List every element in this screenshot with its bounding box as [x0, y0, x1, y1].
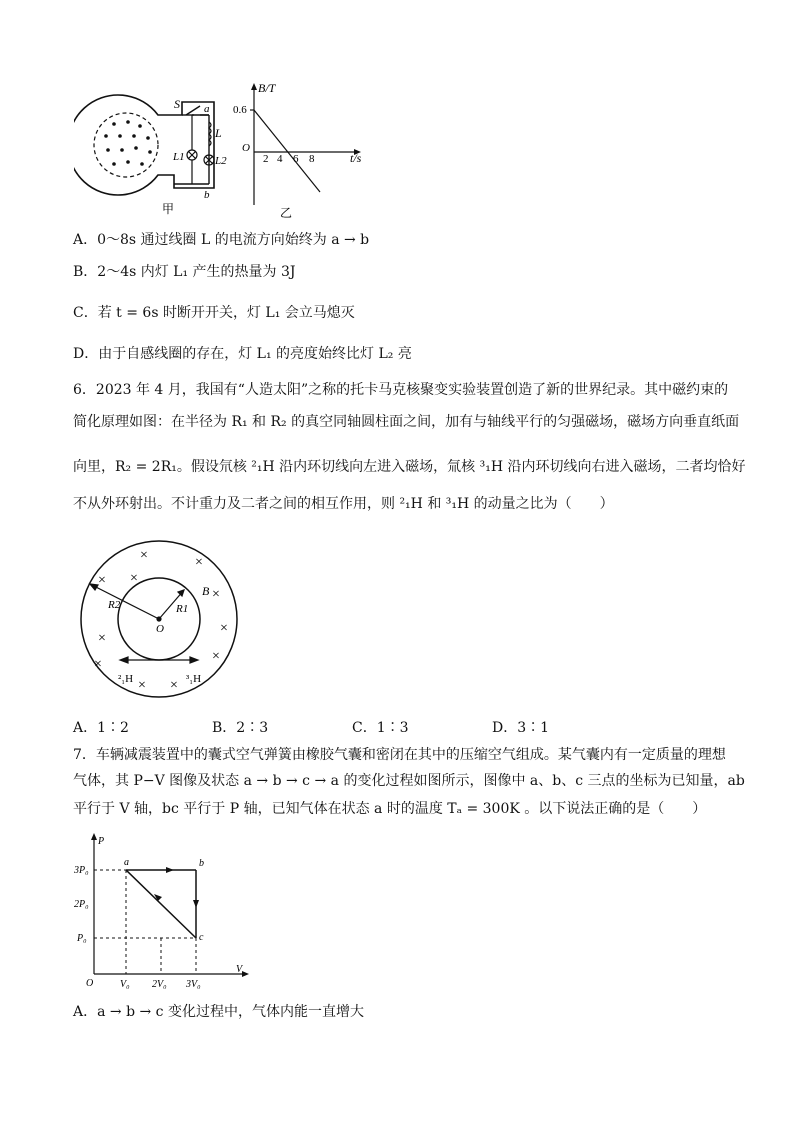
p-tick-p0: P₀ [77, 933, 87, 944]
x-tick-6: 6 [293, 153, 299, 165]
center-o-label: O [156, 623, 164, 635]
deuteron-label: ²₁H [118, 673, 134, 685]
q6-stem-line1: 6．2023 年 4 月，我国有“人造太阳”之称的托卡马克核聚变实验装置创造了新的世界纪录。其中磁约束的 [73, 382, 729, 398]
svg-text:×: × [130, 571, 138, 586]
b-field-line [254, 110, 320, 192]
axis-x-label: t/s [350, 151, 362, 165]
node-b-label: b [204, 189, 210, 201]
svg-text:×: × [94, 657, 102, 672]
q6-option-c: C．1∶3 [352, 720, 409, 736]
lamp2-label: L2 [215, 155, 227, 167]
inductor-label: L [215, 126, 222, 140]
v-tick-3v0: 3V₀ [186, 979, 201, 990]
v-axis-label: V [236, 964, 243, 975]
point-a-label: a [124, 857, 129, 868]
svg-text:×: × [212, 649, 220, 664]
q6-stem-line4: 不从外环射出。不计重力及二者之间的相互作用，则 ²₁H 和 ³₁H 的动量之比为（ ） [73, 496, 614, 512]
q6-stem-line2: 简化原理如图：在半径为 R₁ 和 R₂ 的真空同轴圆柱面之间，加有与轴线平行的匀强磁场，磁场方向垂直纸面 [73, 414, 740, 430]
origin-o: O [86, 978, 94, 989]
q7-option-a: A．a → b → c 变化过程中，气体内能一直增大 [73, 1004, 364, 1020]
svg-text:×: × [212, 587, 220, 602]
p-axis-label: P [98, 836, 105, 847]
point-b-label: b [199, 858, 204, 869]
q6-option-d: D．3∶1 [492, 720, 550, 736]
q6-stem-line3: 向里，R₂ = 2R₁。假设氘核 ²₁H 沿内环切线向左进入磁场，氚核 ³₁H 沿内环切线向右进入磁场，二者均恰好 [73, 459, 746, 475]
x-tick-4: 4 [277, 153, 283, 165]
q7-stem-line1: 7．车辆减震装置中的囊式空气弹簧由橡胶气囊和密闭在其中的压缩空气组成。某气囊内有一定质量的理想 [73, 747, 726, 763]
figure-jia-label: 甲 [162, 202, 175, 216]
q7-stem-line3: 平行于 V 轴，bc 平行于 P 轴，已知气体在状态 a 时的温度 Tₐ = 300K 。以下说法正确的是（ ） [73, 801, 707, 817]
origin-label: O [242, 142, 250, 154]
svg-text:×: × [98, 573, 106, 588]
point-c-label: c [199, 932, 204, 943]
q5-option-d: D．由于自感线圈的存在，灯 L₁ 的亮度始终比灯 L₂ 亮 [73, 346, 412, 362]
x-tick-2: 2 [263, 153, 269, 165]
node-a-label: a [204, 103, 210, 115]
r1-label: R1 [176, 603, 189, 615]
lamp1-label: L1 [173, 151, 185, 163]
v-tick-2v0: 2V₀ [152, 979, 167, 990]
svg-text:×: × [170, 678, 178, 693]
svg-text:×: × [98, 631, 106, 646]
q6-option-a: A．1∶2 [73, 720, 129, 736]
q5-option-b: B．2～4s 内灯 L₁ 产生的热量为 3J [73, 264, 296, 280]
bt-graph [250, 83, 361, 205]
field-b-label: B [202, 584, 210, 598]
q7-stem-line2: 气体，其 P−V 图像及状态 a → b → c → a 的变化过程如图所示，图像中 a、b、c 三点的坐标为已知量，ab [73, 773, 745, 789]
p-tick-2p0: 2P₀ [74, 899, 89, 910]
r2-label: R2 [108, 599, 121, 611]
axis-y-label: B/T [258, 81, 276, 95]
field-region-circle [94, 113, 158, 177]
field-dots [104, 120, 152, 166]
v-tick-v0: V₀ [120, 979, 130, 990]
figure-yi-label: 乙 [280, 206, 293, 220]
pv-diagram [74, 832, 254, 992]
q6-option-b: B．2∶3 [212, 720, 269, 736]
q5-option-a: A．0～8s 通过线圈 L 的电流方向始终为 a → b [73, 232, 370, 248]
svg-text:×: × [140, 548, 148, 563]
svg-text:×: × [138, 678, 146, 693]
triton-label: ³₁H [186, 673, 202, 685]
y-tick-0.6: 0.6 [233, 104, 247, 116]
cycle-path [126, 867, 199, 938]
q5-option-c: C．若 t = 6s 时断开开关，灯 L₁ 会立马熄灭 [73, 305, 355, 321]
svg-text:×: × [195, 555, 203, 570]
magnetic-confinement-figure [74, 532, 244, 707]
p-tick-3p0: 3P₀ [74, 865, 89, 876]
lamp-L1-icon [187, 115, 197, 184]
circuit-and-graph-figure [74, 80, 364, 220]
x-tick-8: 8 [309, 153, 315, 165]
switch-label: S [174, 97, 180, 111]
svg-text:×: × [220, 621, 228, 636]
